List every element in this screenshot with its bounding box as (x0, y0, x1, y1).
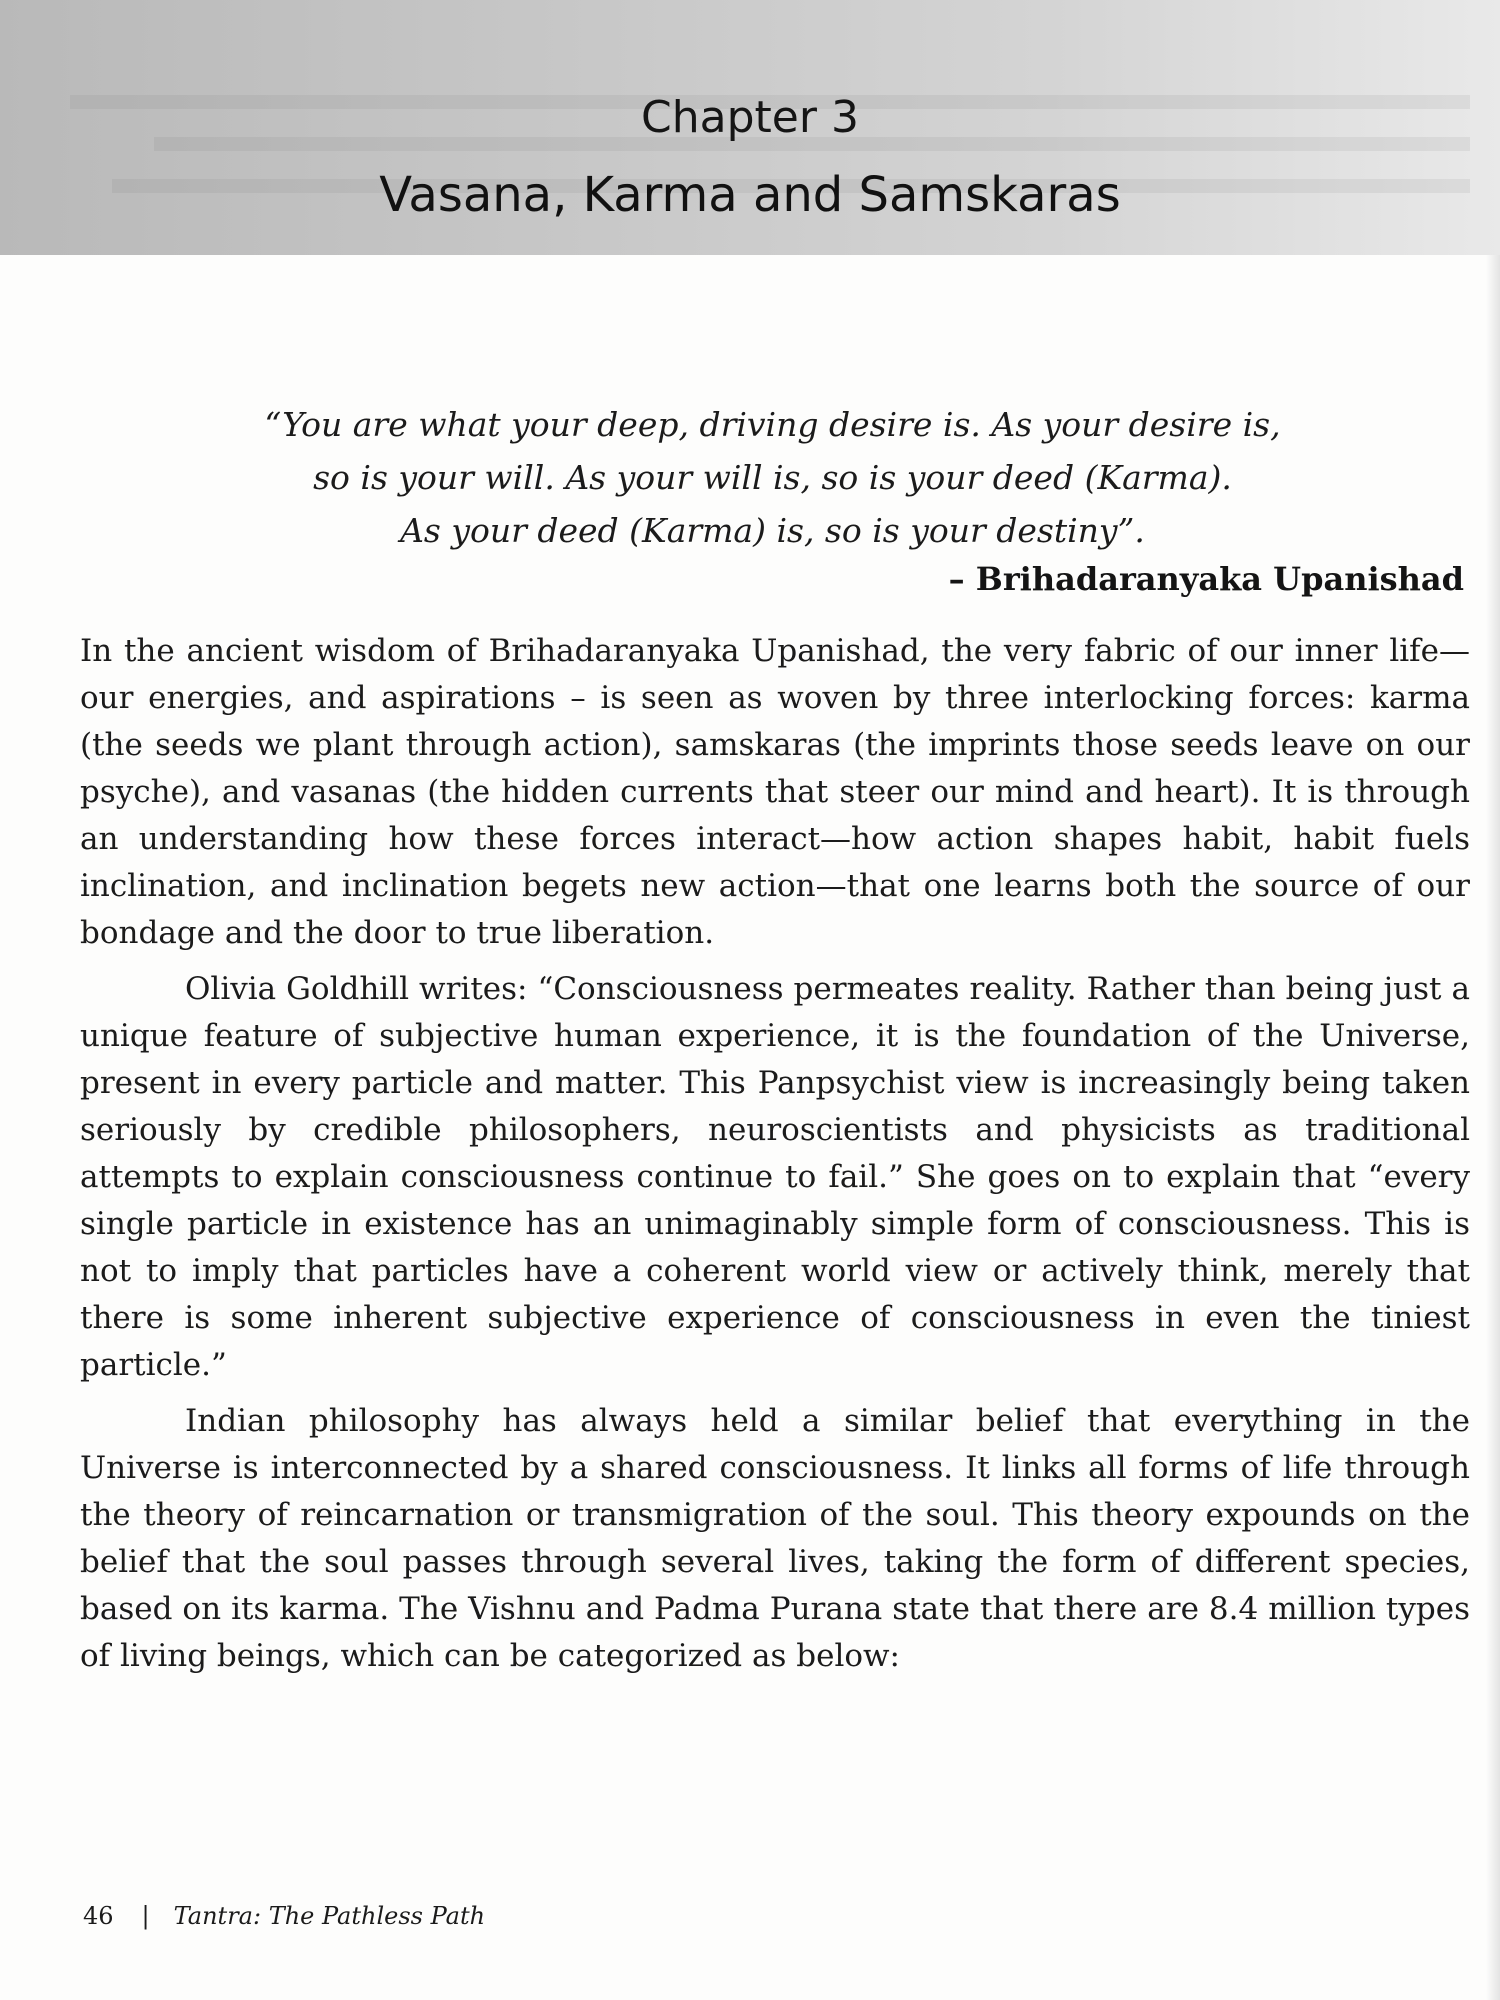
page-footer (83, 1902, 485, 1930)
epigraph-line: “You are what your deep, driving desire is. As your desire is, (264, 405, 1281, 444)
footer-separator: | (141, 1902, 150, 1930)
chapter-number: Chapter 3 (641, 92, 859, 143)
body-paragraph: Olivia Goldhill writes: “Consciousness permeates reality. Rather than being just a unique feature of subjective human experience, it is the foundation of the Universe, present in every particle and matter. This Panpsychist view is increasingly being taken seriously by credible philosophers, neuroscientists and physicists as traditional attempts to explain consciousness continue to fail.” She goes on to explain that “every single particle in existence has an unimaginably simple form of consciousness. This is not to imply that particles have a coherent world view or actively think, merely that there is some inherent subjective experience of consciousness in even the tiniest particle.” (80, 971, 1470, 1383)
epigraph-attribution: – Brihadaranyaka Upanishad (948, 560, 1464, 598)
page-number: 46 (83, 1902, 114, 1930)
epigraph-line: so is your will. As your will is, so is your deed (Karma). (313, 458, 1232, 497)
running-book-title: Tantra: The Pathless Path (173, 1902, 486, 1930)
chapter-header-band (0, 0, 1500, 255)
epigraph-quote (80, 398, 1465, 557)
epigraph-line: As your deed (Karma) is, so is your destiny”. (400, 511, 1145, 550)
chapter-title: Vasana, Karma and Samskaras (379, 167, 1121, 223)
body-paragraph: Indian philosophy has always held a similar belief that everything in the Universe is interconnected by a shared consciousness. It links all forms of life through the theory of reincarnation or transmigration of the soul. This theory expounds on the belief that the soul passes through several lives, taking the form of different species, based on its karma. The Vishnu and Padma Purana state that there are 8.4 million types of living beings, which can be categorized as below: (80, 1403, 1470, 1674)
body-text (80, 628, 1470, 1689)
body-paragraph: In the ancient wisdom of Brihadaranyaka Upanishad, the very fabric of our inner life—our energies, and aspirations – is seen as woven by three interlocking forces: karma (the seeds we plant through action), samskaras (the imprints those seeds leave on our psyche), and vasanas (the hidden currents that steer our mind and heart). It is through an understanding how these forces interact—how action shapes habit, habit fuels inclination, and inclination begets new action—that one learns both the source of our bondage and the door to true liberation. (80, 633, 1470, 951)
page-edge-shadow (1486, 255, 1500, 2000)
